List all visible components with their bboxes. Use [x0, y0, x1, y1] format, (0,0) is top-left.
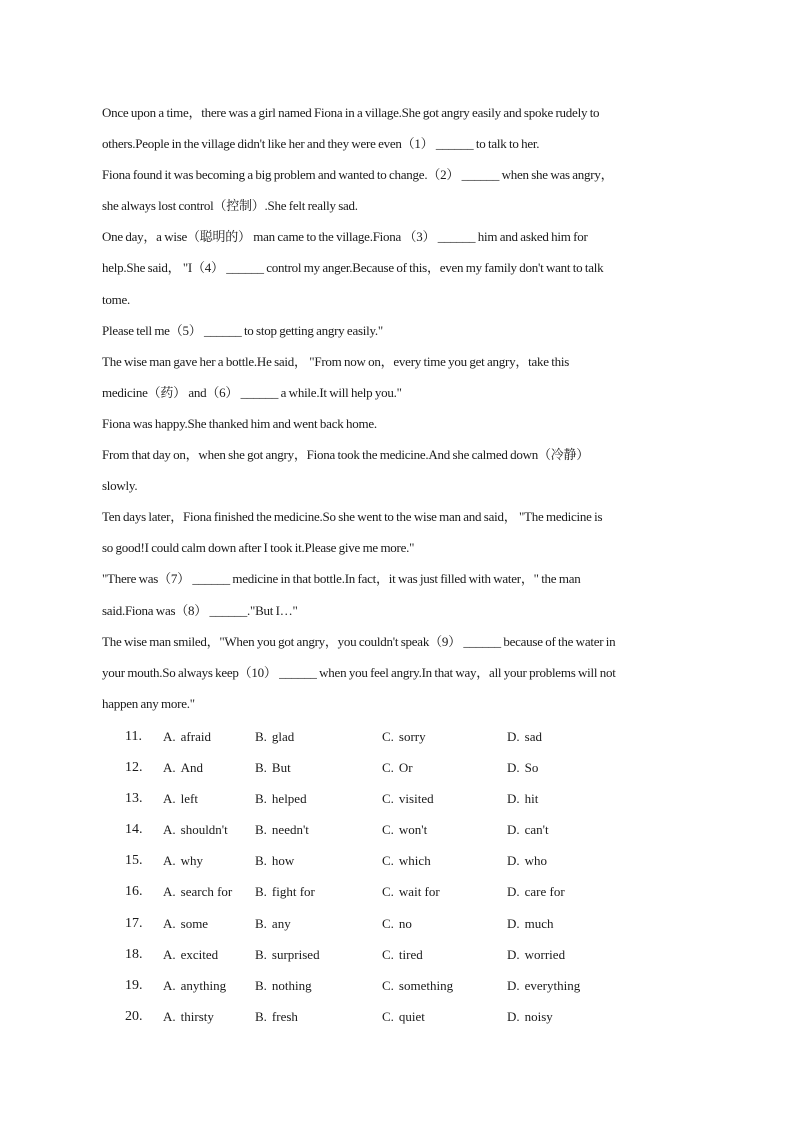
question-number: 20.: [125, 1008, 143, 1024]
option-letter: A.: [163, 729, 176, 744]
passage-line: she always lost control（控制）.She felt really sad.: [102, 198, 358, 214]
option-a[interactable]: [163, 939, 218, 970]
option-text: Or: [398, 760, 413, 776]
passage-line: tome.: [102, 291, 130, 307]
option-letter: A.: [163, 915, 176, 931]
option-a[interactable]: [163, 721, 211, 752]
option-text: how: [271, 853, 295, 869]
option-d[interactable]: [507, 721, 542, 752]
option-d[interactable]: [507, 845, 547, 876]
option-a[interactable]: [163, 783, 198, 814]
option-a[interactable]: [163, 752, 203, 783]
option-text: wait for: [398, 884, 440, 900]
option-text: But: [271, 760, 291, 776]
option-c[interactable]: [382, 814, 427, 845]
question-number: 18.: [125, 946, 143, 962]
option-text: needn't: [271, 822, 309, 838]
option-text: why: [180, 853, 204, 869]
option-b[interactable]: [255, 845, 294, 876]
option-b[interactable]: [255, 939, 320, 970]
option-letter: B.: [255, 853, 267, 869]
option-text: search for: [180, 884, 233, 900]
option-text: And: [180, 760, 204, 776]
option-text: everything: [524, 977, 581, 993]
option-letter: D.: [507, 915, 520, 931]
passage-line: help.She said， "I（4） ______ control my anger.Because of this，even my family don't want to talk: [102, 260, 604, 276]
question-number: 15.: [125, 853, 143, 869]
option-letter: D.: [507, 853, 520, 869]
option-b[interactable]: [255, 783, 307, 814]
option-text: noisy: [524, 1008, 553, 1024]
option-letter: D.: [507, 1008, 520, 1024]
option-letter: C.: [382, 791, 394, 807]
option-letter: A.: [163, 853, 176, 869]
option-letter: C.: [382, 853, 394, 869]
passage-line: The wise man gave her a bottle.He said， "From now on，every time you get angry，take this: [102, 353, 570, 369]
option-text: care for: [524, 884, 565, 900]
passage-line: medicine（药） and（6） ______ a while.It will help you.": [102, 384, 402, 400]
option-letter: C.: [382, 760, 394, 776]
option-letter: D.: [507, 822, 520, 838]
cloze-passage: [102, 97, 702, 719]
option-letter: C.: [382, 946, 394, 962]
option-text: visited: [398, 791, 434, 807]
option-c[interactable]: [382, 970, 453, 1001]
option-a[interactable]: [163, 908, 208, 939]
passage-line: your mouth.So always keep（10） ______ when you feel angry.In that way，all your problems will not: [102, 664, 616, 680]
passage-line: The wise man smiled，"When you got angry，you couldn't speak（9） ______ because of the water in: [102, 633, 616, 649]
question-number: 17.: [125, 915, 143, 931]
passage-line: Once upon a time，there was a girl named Fiona in a village.She got angry easily and spoke rudely to: [102, 105, 600, 120]
option-d[interactable]: [507, 970, 580, 1001]
option-letter: B.: [255, 977, 267, 993]
passage-line: slowly.: [102, 478, 138, 494]
option-letter: B.: [255, 915, 267, 931]
option-text: any: [271, 915, 291, 931]
option-c[interactable]: [382, 845, 431, 876]
option-letter: B.: [255, 729, 267, 744]
option-letter: A.: [163, 791, 176, 807]
option-c[interactable]: [382, 908, 412, 939]
option-text: who: [524, 853, 548, 869]
option-letter: A.: [163, 884, 176, 900]
option-text: afraid: [180, 729, 211, 744]
option-letter: A.: [163, 760, 176, 776]
option-d[interactable]: [507, 939, 565, 970]
option-text: surprised: [271, 946, 320, 962]
option-letter: B.: [255, 760, 267, 776]
option-text: something: [398, 977, 454, 993]
option-letter: C.: [382, 884, 394, 900]
option-c[interactable]: [382, 752, 413, 783]
option-d[interactable]: [507, 876, 565, 907]
option-letter: D.: [507, 946, 520, 962]
option-d[interactable]: [507, 814, 549, 845]
option-c[interactable]: [382, 876, 440, 907]
option-letter: B.: [255, 884, 267, 900]
option-b[interactable]: [255, 721, 294, 752]
option-c[interactable]: [382, 783, 434, 814]
option-b[interactable]: [255, 752, 291, 783]
option-text: left: [180, 791, 198, 807]
passage-line: happen any more.": [102, 695, 195, 711]
question-number: 14.: [125, 822, 143, 838]
option-text: can't: [524, 822, 549, 838]
option-letter: C.: [382, 915, 394, 931]
passage-line: others.People in the village didn't like her and they were even（1） ______ to talk to her.: [102, 136, 540, 152]
question-number: 19.: [125, 977, 143, 993]
option-c[interactable]: [382, 721, 426, 752]
passage-line: "There was（7） ______ medicine in that bottle.In fact，it was just filled with water，" the man: [102, 571, 581, 587]
passage-line: Fiona found it was becoming a big problem and wanted to change.（2） ______ when she was angry，: [102, 167, 614, 183]
option-text: some: [180, 915, 209, 931]
option-letter: D.: [507, 791, 520, 807]
option-letter: B.: [255, 1008, 267, 1024]
question-number: 16.: [125, 884, 143, 900]
option-b[interactable]: [255, 1001, 298, 1032]
option-text: nothing: [271, 977, 312, 993]
option-text: sorry: [398, 729, 426, 744]
option-a[interactable]: [163, 845, 203, 876]
option-a[interactable]: [163, 876, 232, 907]
option-c[interactable]: [382, 1001, 425, 1032]
option-letter: B.: [255, 822, 267, 838]
option-text: sad: [524, 729, 542, 744]
option-text: won't: [398, 822, 428, 838]
passage-line: so good!I could calm down after I took it.Please give me more.": [102, 540, 415, 556]
question-number: 13.: [125, 791, 143, 807]
option-letter: D.: [507, 977, 520, 993]
option-b[interactable]: [255, 970, 312, 1001]
option-b[interactable]: [255, 876, 315, 907]
option-text: glad: [271, 729, 295, 744]
question-number: 12.: [125, 760, 143, 776]
option-text: no: [398, 915, 412, 931]
option-letter: D.: [507, 884, 520, 900]
option-text: worried: [524, 946, 566, 962]
passage-line: Please tell me（5） ______ to stop getting angry easily.": [102, 322, 383, 338]
option-text: shouldn't: [180, 822, 228, 838]
option-letter: A.: [163, 1008, 176, 1024]
option-letter: B.: [255, 946, 267, 962]
option-a[interactable]: [163, 970, 226, 1001]
option-letter: C.: [382, 1008, 394, 1024]
option-text: anything: [180, 977, 227, 993]
option-d[interactable]: [507, 908, 554, 939]
option-text: much: [524, 915, 554, 931]
option-letter: D.: [507, 760, 520, 776]
option-d[interactable]: [507, 752, 538, 783]
option-text: which: [398, 853, 431, 869]
option-b[interactable]: [255, 814, 309, 845]
option-letter: A.: [163, 977, 176, 993]
option-b[interactable]: [255, 908, 291, 939]
option-text: So: [524, 760, 539, 776]
option-text: excited: [180, 946, 219, 962]
question-number: 11.: [125, 729, 142, 744]
option-letter: A.: [163, 822, 176, 838]
option-text: fresh: [271, 1008, 298, 1024]
option-text: quiet: [398, 1008, 425, 1024]
option-a[interactable]: [163, 1001, 214, 1032]
option-letter: C.: [382, 729, 394, 744]
option-text: thirsty: [180, 1008, 214, 1024]
passage-line: Fiona was happy.She thanked him and went back home.: [102, 415, 377, 431]
option-d[interactable]: [507, 1001, 553, 1032]
option-letter: C.: [382, 977, 394, 993]
option-d[interactable]: [507, 783, 538, 814]
option-letter: B.: [255, 791, 267, 807]
passage-line: From that day on，when she got angry，Fiona took the medicine.And she calmed down（冷静）: [102, 447, 590, 463]
option-letter: C.: [382, 822, 394, 838]
passage-line: said.Fiona was（8） ______."But I…": [102, 602, 298, 618]
option-text: hit: [524, 791, 539, 807]
passage-line: One day，a wise（聪明的） man came to the village.Fiona （3） ______ him and asked him for: [102, 229, 588, 245]
option-c[interactable]: [382, 939, 423, 970]
option-letter: D.: [507, 729, 520, 744]
passage-line: Ten days later，Fiona finished the medicine.So she went to the wise man and said， "The medicine is: [102, 509, 603, 525]
option-letter: A.: [163, 946, 176, 962]
option-text: helped: [271, 791, 307, 807]
option-text: tired: [398, 946, 423, 962]
option-text: fight for: [271, 884, 315, 900]
option-a[interactable]: [163, 814, 228, 845]
